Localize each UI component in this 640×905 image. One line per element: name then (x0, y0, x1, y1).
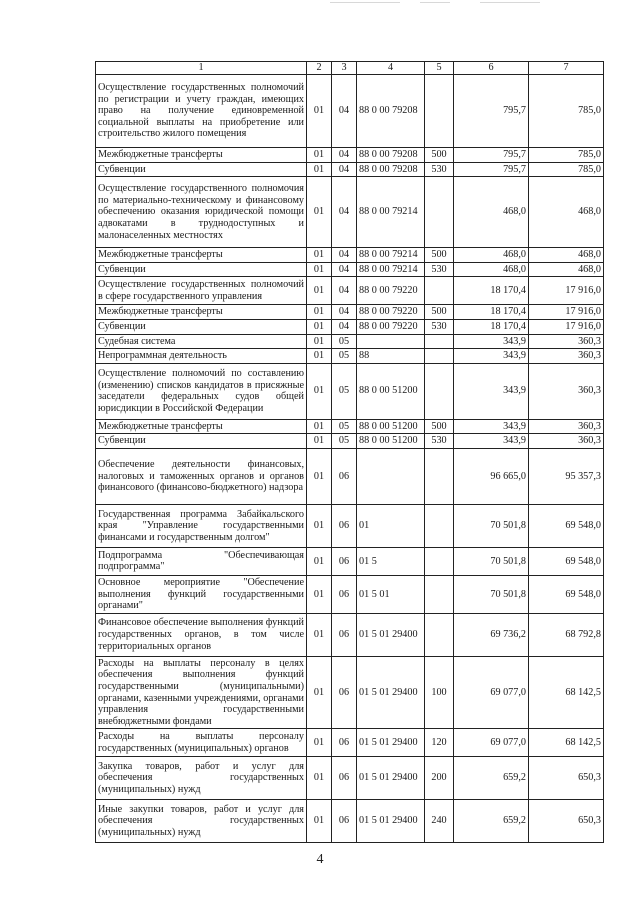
cell-amount-year2: 95 357,3 (529, 448, 604, 504)
cell-subsection: 04 (332, 262, 357, 277)
cell-name: Основное мероприятие "Обеспечение выполнения функций государственными органами" (96, 575, 307, 613)
cell-subsection: 05 (332, 419, 357, 434)
cell-name: Иные закупки товаров, работ и услуг для обеспечения государственных (муниципальных) нужд (96, 800, 307, 843)
cell-name: Субвенции (96, 319, 307, 334)
cell-amount-year1: 795,7 (454, 148, 529, 163)
cell-subsection: 05 (332, 363, 357, 419)
cell-expense-type (425, 277, 454, 305)
table-row (96, 800, 604, 843)
cell-expense-type: 530 (425, 319, 454, 334)
cell-amount-year1: 70 501,8 (454, 504, 529, 547)
cell-amount-year1: 659,2 (454, 800, 529, 843)
cell-target-article: 01 5 01 29400 (357, 613, 425, 656)
cell-expense-type (425, 504, 454, 547)
cell-target-article: 01 5 01 29400 (357, 757, 425, 800)
cell-subsection: 04 (332, 319, 357, 334)
table-row (96, 75, 604, 148)
cell-section: 01 (307, 248, 332, 263)
cell-name: Субвенции (96, 162, 307, 177)
cell-target-article: 01 (357, 504, 425, 547)
table-row (96, 434, 604, 449)
table-row (96, 613, 604, 656)
cell-amount-year1: 343,9 (454, 349, 529, 364)
cell-amount-year2: 69 548,0 (529, 575, 604, 613)
cell-amount-year1: 69 736,2 (454, 613, 529, 656)
cell-amount-year2: 468,0 (529, 248, 604, 263)
cell-amount-year2: 17 916,0 (529, 319, 604, 334)
scan-artifact-line (420, 2, 450, 3)
cell-amount-year2: 69 548,0 (529, 504, 604, 547)
cell-amount-year1: 468,0 (454, 262, 529, 277)
cell-name: Расходы на выплаты персоналу государственных (муниципальных) органов (96, 729, 307, 757)
cell-expense-type: 500 (425, 148, 454, 163)
cell-section: 01 (307, 729, 332, 757)
column-header: 5 (425, 62, 454, 75)
cell-amount-year1: 18 170,4 (454, 319, 529, 334)
cell-amount-year2: 360,3 (529, 363, 604, 419)
cell-expense-type (425, 363, 454, 419)
cell-amount-year2: 785,0 (529, 148, 604, 163)
cell-subsection: 04 (332, 177, 357, 248)
cell-amount-year1: 795,7 (454, 162, 529, 177)
cell-section: 01 (307, 656, 332, 729)
cell-target-article (357, 334, 425, 349)
cell-section: 01 (307, 162, 332, 177)
cell-target-article: 01 5 01 29400 (357, 729, 425, 757)
cell-amount-year1: 343,9 (454, 434, 529, 449)
cell-amount-year2: 360,3 (529, 434, 604, 449)
table-row (96, 448, 604, 504)
table-row (96, 334, 604, 349)
cell-section: 01 (307, 575, 332, 613)
cell-amount-year1: 795,7 (454, 75, 529, 148)
cell-name: Межбюджетные трансферты (96, 419, 307, 434)
cell-expense-type (425, 448, 454, 504)
cell-amount-year2: 360,3 (529, 349, 604, 364)
cell-expense-type: 120 (425, 729, 454, 757)
table-row (96, 319, 604, 334)
table-row (96, 248, 604, 263)
cell-section: 01 (307, 363, 332, 419)
page-number: 4 (316, 852, 324, 867)
cell-name: Межбюджетные трансферты (96, 305, 307, 320)
cell-amount-year1: 96 665,0 (454, 448, 529, 504)
cell-amount-year2: 650,3 (529, 800, 604, 843)
cell-section: 01 (307, 547, 332, 575)
cell-amount-year1: 468,0 (454, 177, 529, 248)
cell-section: 01 (307, 319, 332, 334)
cell-name: Подпрограмма "Обеспечивающая подпрограмма" (96, 547, 307, 575)
column-header: 4 (357, 62, 425, 75)
cell-target-article: 88 0 00 51200 (357, 434, 425, 449)
cell-amount-year2: 68 142,5 (529, 729, 604, 757)
cell-section: 01 (307, 177, 332, 248)
cell-amount-year2: 468,0 (529, 177, 604, 248)
cell-target-article: 88 0 00 79214 (357, 262, 425, 277)
cell-section: 01 (307, 434, 332, 449)
cell-target-article: 88 0 00 79220 (357, 305, 425, 320)
cell-section: 01 (307, 277, 332, 305)
cell-target-article: 88 0 00 79214 (357, 248, 425, 263)
cell-name: Осуществление государственного полномочия по материально-техническому и финансовому обеспечению оказания юридической помощи адвокатами в труднодоступных и малонаселенных местностях (96, 177, 307, 248)
column-header: 2 (307, 62, 332, 75)
cell-target-article: 88 0 00 51200 (357, 363, 425, 419)
table-body (96, 75, 604, 843)
cell-name: Обеспечение деятельности финансовых, налоговых и таможенных органов и органов финансового (финансово-бюджетного) надзора (96, 448, 307, 504)
cell-subsection: 04 (332, 75, 357, 148)
cell-amount-year1: 70 501,8 (454, 575, 529, 613)
cell-subsection: 06 (332, 504, 357, 547)
cell-subsection: 04 (332, 148, 357, 163)
cell-target-article (357, 448, 425, 504)
cell-amount-year1: 69 077,0 (454, 656, 529, 729)
cell-name: Межбюджетные трансферты (96, 248, 307, 263)
cell-subsection: 05 (332, 349, 357, 364)
cell-name: Осуществление полномочий по составлению (изменению) списков кандидатов в присяжные заседатели федеральных судов общей юрисдикции в Российской Федерации (96, 363, 307, 419)
cell-expense-type (425, 547, 454, 575)
cell-section: 01 (307, 305, 332, 320)
cell-target-article: 88 0 00 79208 (357, 162, 425, 177)
cell-amount-year2: 468,0 (529, 262, 604, 277)
cell-name: Субвенции (96, 262, 307, 277)
cell-section: 01 (307, 613, 332, 656)
table-row (96, 547, 604, 575)
cell-section: 01 (307, 262, 332, 277)
cell-target-article: 01 5 01 29400 (357, 656, 425, 729)
cell-amount-year1: 18 170,4 (454, 277, 529, 305)
cell-amount-year2: 68 142,5 (529, 656, 604, 729)
cell-amount-year2: 69 548,0 (529, 547, 604, 575)
table-row (96, 575, 604, 613)
table-row (96, 757, 604, 800)
cell-subsection: 04 (332, 277, 357, 305)
cell-subsection: 06 (332, 547, 357, 575)
cell-amount-year1: 70 501,8 (454, 547, 529, 575)
cell-name: Судебная система (96, 334, 307, 349)
cell-section: 01 (307, 757, 332, 800)
cell-expense-type (425, 75, 454, 148)
cell-expense-type: 240 (425, 800, 454, 843)
cell-target-article: 88 0 00 79208 (357, 148, 425, 163)
cell-subsection: 06 (332, 800, 357, 843)
cell-subsection: 06 (332, 757, 357, 800)
cell-expense-type: 500 (425, 305, 454, 320)
cell-amount-year2: 785,0 (529, 75, 604, 148)
cell-amount-year1: 69 077,0 (454, 729, 529, 757)
cell-subsection: 06 (332, 448, 357, 504)
cell-target-article: 88 0 00 79214 (357, 177, 425, 248)
table-row (96, 162, 604, 177)
cell-target-article: 01 5 01 29400 (357, 800, 425, 843)
table-row (96, 419, 604, 434)
cell-amount-year2: 360,3 (529, 334, 604, 349)
cell-section: 01 (307, 419, 332, 434)
cell-amount-year1: 343,9 (454, 363, 529, 419)
cell-subsection: 04 (332, 162, 357, 177)
cell-section: 01 (307, 448, 332, 504)
cell-section: 01 (307, 504, 332, 547)
cell-subsection: 05 (332, 434, 357, 449)
column-header: 7 (529, 62, 604, 75)
cell-name: Расходы на выплаты персоналу в целях обеспечения выполнения функций государственными (муниципальными) органами, казенными учреждениями, органами управления государственными внебюджетными фондами (96, 656, 307, 729)
table-row (96, 177, 604, 248)
table-header-row (96, 62, 604, 75)
cell-amount-year1: 343,9 (454, 334, 529, 349)
cell-subsection: 04 (332, 248, 357, 263)
cell-expense-type: 100 (425, 656, 454, 729)
cell-expense-type: 500 (425, 248, 454, 263)
table-row (96, 148, 604, 163)
table-row (96, 262, 604, 277)
cell-subsection: 05 (332, 334, 357, 349)
cell-expense-type (425, 349, 454, 364)
cell-target-article: 01 5 01 (357, 575, 425, 613)
cell-expense-type (425, 177, 454, 248)
cell-expense-type: 530 (425, 162, 454, 177)
table-row (96, 363, 604, 419)
cell-target-article: 01 5 (357, 547, 425, 575)
cell-subsection: 06 (332, 575, 357, 613)
cell-target-article: 88 0 00 79220 (357, 319, 425, 334)
budget-table (95, 61, 604, 843)
cell-section: 01 (307, 800, 332, 843)
cell-amount-year2: 785,0 (529, 162, 604, 177)
cell-name: Субвенции (96, 434, 307, 449)
table-row (96, 504, 604, 547)
cell-expense-type (425, 613, 454, 656)
cell-subsection: 06 (332, 656, 357, 729)
cell-name: Финансовое обеспечение выполнения функций государственных органов, в том числе территориальных органов (96, 613, 307, 656)
column-header: 6 (454, 62, 529, 75)
cell-name: Государственная программа Забайкальского края "Управление государственными финансами и государственным долгом" (96, 504, 307, 547)
cell-section: 01 (307, 334, 332, 349)
cell-target-article: 88 0 00 79220 (357, 277, 425, 305)
cell-target-article: 88 0 00 79208 (357, 75, 425, 148)
cell-subsection: 06 (332, 613, 357, 656)
scan-artifact-line (480, 2, 540, 3)
table-row (96, 349, 604, 364)
cell-amount-year1: 18 170,4 (454, 305, 529, 320)
cell-name: Осуществление государственных полномочий в сфере государственного управления (96, 277, 307, 305)
cell-subsection: 06 (332, 729, 357, 757)
cell-name: Непрограммная деятельность (96, 349, 307, 364)
cell-name: Осуществление государственных полномочий по регистрации и учету граждан, имеющих право на получение единовременной социальной выплаты на приобретение или строительство жилого помещения (96, 75, 307, 148)
scan-artifact-line (330, 2, 400, 3)
cell-section: 01 (307, 148, 332, 163)
cell-amount-year2: 17 916,0 (529, 305, 604, 320)
cell-target-article: 88 0 00 51200 (357, 419, 425, 434)
cell-expense-type: 200 (425, 757, 454, 800)
cell-section: 01 (307, 349, 332, 364)
cell-amount-year1: 343,9 (454, 419, 529, 434)
cell-expense-type: 530 (425, 434, 454, 449)
cell-expense-type: 500 (425, 419, 454, 434)
cell-expense-type (425, 575, 454, 613)
cell-section: 01 (307, 75, 332, 148)
cell-amount-year2: 650,3 (529, 757, 604, 800)
cell-name: Межбюджетные трансферты (96, 148, 307, 163)
cell-amount-year1: 468,0 (454, 248, 529, 263)
cell-expense-type: 530 (425, 262, 454, 277)
cell-subsection: 04 (332, 305, 357, 320)
table-row (96, 277, 604, 305)
column-header: 3 (332, 62, 357, 75)
cell-amount-year2: 360,3 (529, 419, 604, 434)
cell-amount-year1: 659,2 (454, 757, 529, 800)
table-row (96, 305, 604, 320)
cell-amount-year2: 17 916,0 (529, 277, 604, 305)
table-row (96, 656, 604, 729)
cell-target-article: 88 (357, 349, 425, 364)
cell-amount-year2: 68 792,8 (529, 613, 604, 656)
cell-name: Закупка товаров, работ и услуг для обеспечения государственных (муниципальных) нужд (96, 757, 307, 800)
column-header: 1 (96, 62, 307, 75)
table-row (96, 729, 604, 757)
cell-expense-type (425, 334, 454, 349)
